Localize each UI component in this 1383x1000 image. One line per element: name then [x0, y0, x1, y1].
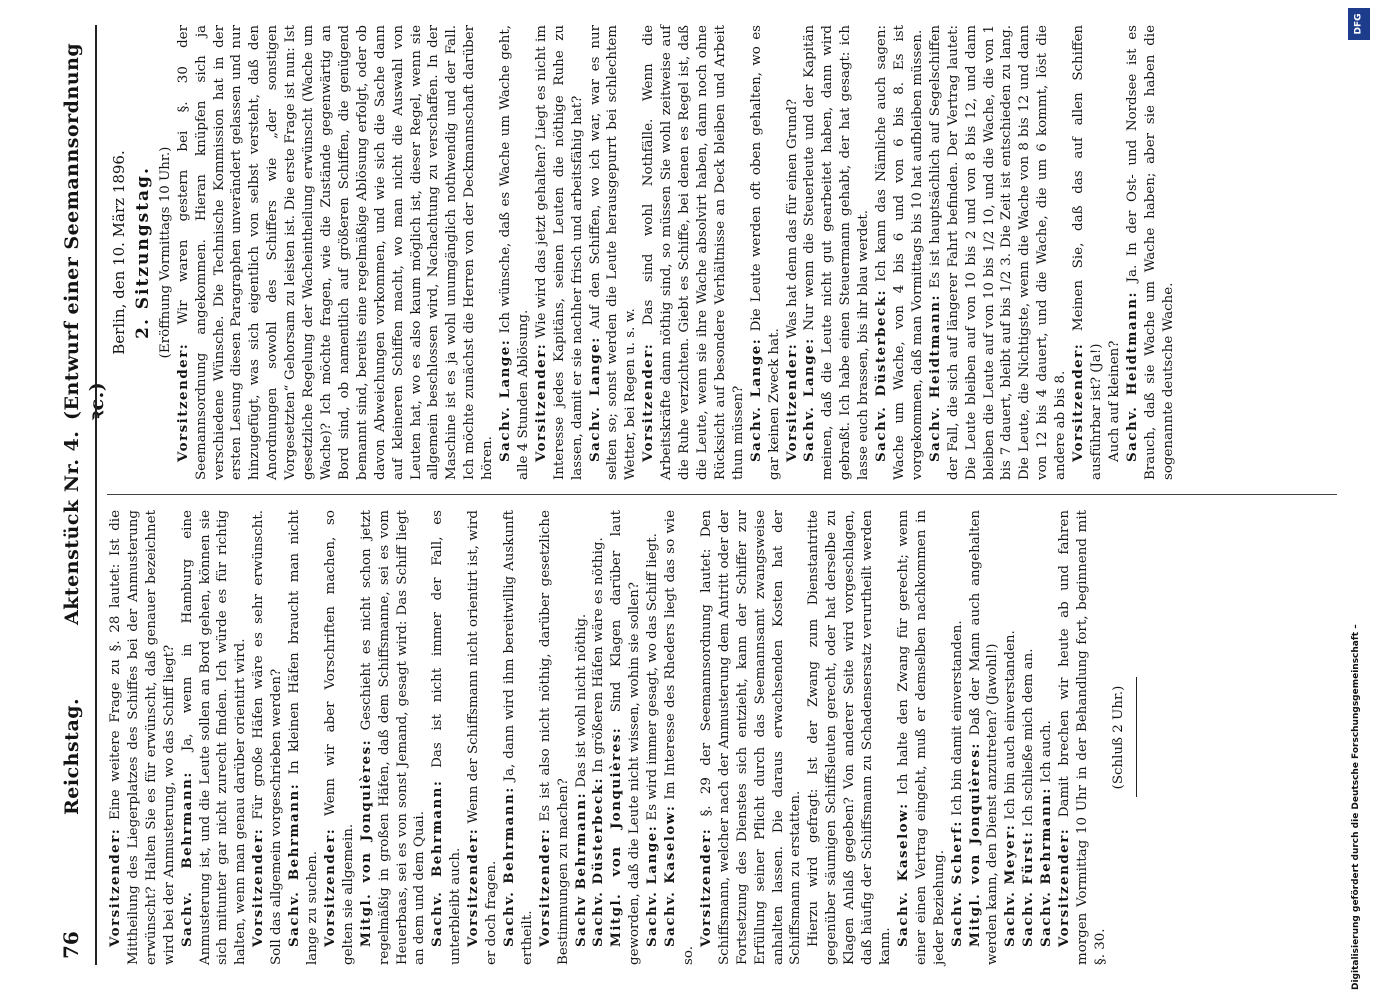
session-opening: (Eröffnung Vormittags 10 Uhr.)	[157, 146, 173, 359]
paragraph-text: In größeren Häfen wäre es nöthig.	[591, 537, 607, 773]
paragraph-text: Ich halte den Zwang für gerecht; wenn einer einen Vertrag eingeht, muß er demselben nachkommen in jeder Beziehung.	[895, 509, 947, 965]
paragraph-text: Auch auf kleinen?	[1106, 340, 1122, 462]
speaker-name: Mitgl. von Jonquières:	[966, 742, 983, 947]
paragraph	[608, 510, 644, 965]
speaker-name: Vorsitzender:	[1070, 342, 1087, 462]
paragraph-text: Es wird immer gesagt, wo das Schiff liegt.	[645, 533, 661, 821]
paragraph	[175, 25, 497, 480]
paragraph	[533, 25, 587, 480]
speaker-name: Vorsitzender:	[321, 827, 338, 947]
page-number: 76	[59, 931, 83, 959]
page-header	[55, 25, 108, 965]
paragraph	[286, 510, 322, 965]
paragraph	[644, 510, 662, 965]
speaker-name: Sachv. Behrmann:	[1038, 787, 1055, 947]
speaker-name: Sachv. Lange:	[644, 824, 661, 947]
paragraph-text: Nur wenn die Steuerleute und der Kapitän meinen, daß die Leute nicht gut gearbeitet haben, dann wird gebraßt. Ich habe einen Steuermann gehabt, der hat gesagt: ich lasse euch brassen, bis ihr blau werdet.	[802, 25, 872, 480]
paragraph-text: Ich kann das Nämliche auch sagen: Wache um Wache, von 4 bis 6 und von 6 bis 8. Es ist vorgekommen, daß man Vormittags bis 10 hat aufbleiben müssen.	[874, 25, 925, 480]
paragraph	[662, 510, 698, 965]
paragraph-text: Ich bin auch einverstanden.	[1003, 630, 1019, 820]
speaker-name: Vorsitzender:	[640, 342, 657, 462]
paragraph	[465, 510, 501, 965]
header-rule	[95, 25, 97, 965]
paragraph	[698, 510, 805, 965]
paragraph-text: §. 29 der Seemannsordnung lautet: Den Schiffsmann, welcher nach der Anmusterung dem Antritt oder der Fortsetzung des Dienstes sich entzieht, kann der Schiffer zur Erfüllung seiner Pflicht durch das Seemannsamt zwangsweise anhalten lassen. Die daraus erwachsenden Kosten hat der Schiffsmann zu erstatten.	[698, 510, 804, 965]
rotated-page	[55, 25, 1345, 965]
header-magazine: Reichstag.	[61, 697, 83, 815]
paragraph	[801, 25, 873, 480]
speaker-name: Sachv. Düsterbeck:	[590, 777, 607, 947]
speaker-name: Sachv. Behrmann:	[178, 771, 195, 947]
paragraph-text: Was hat denn das für einen Grund?	[784, 98, 800, 339]
paragraph-text: Eine weitere Frage zu §. 28 lautet: Ist die Mittheilung des Liegerplatzes des Schiffes bei der Anmusterung erwünscht? Halten Sie es für erwünscht, daß genauer bezeichnet wird bei der Anmusterung, wo das Schiff liegt?	[108, 510, 177, 965]
paragraph	[497, 25, 533, 480]
session-date: Berlin, den 10. März 1896.	[110, 150, 128, 355]
speaker-name: Sachv. Lange:	[747, 337, 764, 462]
paragraph	[927, 25, 1070, 480]
paragraph-text: Wenn der Schiffsmann nicht orientirt ist, wird er doch fragen.	[466, 510, 500, 965]
paragraph-text: Hierzu wird gefragt: Ist der Zwang zum Dienstantritte gegenüber säumigen Schiffsleuten gerecht, oder hat derselbe zu Klagen Anlaß gegeben? Von anderer Seite wird vorgeschlagen, daß häufig der Schiffsmann zu Schadensersatz verurtheilt werden kann.	[806, 510, 893, 965]
paragraph-text: Wie wird das jetzt gehalten? Liegt es nicht im Interesse jedes Kapitäns, seinen Leuten die nöthige Ruhe zu lassen, damit er sie nachher frisch und arbeitsfähig hat?	[533, 25, 585, 480]
paragraph	[949, 510, 967, 965]
paragraph	[967, 510, 1003, 965]
paragraph	[873, 25, 927, 480]
speaker-name: Vorsitzender:	[697, 827, 714, 947]
paragraph-text: Sind Klagen darüber laut geworden, daß die Leute nicht wissen, wohin sie sollen?	[609, 510, 643, 965]
paragraph-text: Ich bin damit einverstanden.	[949, 620, 965, 816]
paragraph-text: Ja, wenn in Hamburg eine Anmusterung ist, und die Leute sollen an Bord gehen, können sie sich mitunter gar nicht zurecht finden. Ich würde es für richtig halten, wenn man genau darüber orientirt wird.	[179, 510, 249, 965]
paragraph	[179, 510, 251, 965]
speaker-name: Vorsitzender:	[1056, 827, 1073, 947]
paragraph-text: Das ist nicht immer der Fall, es unterbleibt auch.	[430, 510, 464, 965]
paragraph	[748, 25, 784, 480]
paragraph-text: Im Interesse des Rheders liegt das so wie so.	[663, 510, 696, 965]
paragraph-text: Für große Häfen wäre es sehr erwünscht. Soll das allgemein vorgeschrieben werden?	[251, 510, 285, 965]
paragraph-text: Die Leute werden oft oben gehalten, wo es gar keinen Zweck hat.	[748, 25, 782, 480]
speaker-name: Sachv. Düsterbeck:	[873, 289, 890, 462]
speaker-name: Sachv. Lange:	[801, 337, 818, 462]
paragraph	[590, 510, 608, 965]
speaker-name: Sachv. Behrmann:	[429, 779, 446, 947]
paragraph	[784, 25, 802, 480]
end-rule	[1136, 678, 1137, 798]
paragraph	[895, 510, 949, 965]
speaker-name: Sachv. Kaselow:	[662, 804, 679, 947]
speaker-name: Sachv. Scherf:	[948, 820, 965, 947]
speaker-name: Mitgl. von Jonquières:	[608, 726, 625, 947]
column-divider	[107, 494, 1337, 495]
paragraph	[107, 510, 179, 965]
paragraph-text: Ja, dann wird ihm bereitwillig Auskunft ertheilt.	[501, 510, 535, 965]
paragraph-text: Wir waren gestern bei §. 30 der Seemannsordnung angekommen. Hieran knüpfen sich ja verschiedene Wünsche. Die Technische Kommission hat in der ersten Lesung diesen Paragraphen unverändert gelassen und nur hinzugefügt, was sich eigentlich von selbst versteht, daß den Anordnungen sowohl des Schiffers wie „der sonstigen Vorgesetzten“ Gehorsam zu leisten ist. Die erste Frage ist nun: Ist gesetzliche Regelung der Wacheintheilung erwünscht (Wache um Wache)? Ich möchte fragen, wie die Zustände gegenwärtig an Bord sind, ob namentlich auf größeren Schiffen, die genügend bemannt sind, bereits eine regelmäßige Ablösung erfolgt, oder ob davon Abweichungen vorkommen, und wie sich die Sache dann auf kleineren Schiffen macht, wo man nicht die Auswahl von Leuten hat, wo es also kaum möglich ist, dieser Regel, wenn sie allgemein beschlossen wird, Nachachtung zu verschaffen. In der Maschine ist es ja wohl unumgänglich nothwendig und der Fall. Ich möchte zunächst die Herren von der Deckmannschaft darüber hören.	[175, 25, 496, 480]
speaker-name: Sachv. Behrmann:	[500, 786, 517, 947]
speaker-name: Vorsitzender:	[250, 827, 267, 947]
paragraph-text: Das ist wohl nicht nöthig.	[573, 613, 589, 788]
paragraph-text: Auf den Schiffen, wo ich war, war es nur selten so; sonst werden die Leute herausgepurrt bei schlechtem Wetter, bei Regen u. s. w.	[587, 25, 639, 480]
speaker-name: Sachv Behrmann:	[572, 791, 589, 947]
paragraph	[640, 25, 747, 480]
header-subject: (Entwurf einer Seemannsordnung ꝛc.)	[61, 42, 108, 420]
paragraph-text: Meinen Sie, daß das auf allen Schiffen ausführbar ist? (Ja!)	[1071, 24, 1104, 480]
speaker-name: Vorsitzender:	[465, 827, 482, 947]
speaker-name: Sachv. Lange:	[586, 336, 603, 462]
speaker-name: Vorsitzender:	[107, 827, 123, 947]
speaker-name: Vorsitzender:	[536, 827, 553, 947]
right-column	[107, 25, 1177, 480]
paragraph	[1002, 510, 1020, 965]
speaker-name: Vorsitzender:	[532, 342, 549, 462]
paragraph	[250, 510, 286, 965]
paragraph	[501, 510, 537, 965]
header-aktenstueck: Aktenstück Nr. 4.	[61, 430, 83, 625]
speaker-name: Sachv. Heidtmann:	[1123, 291, 1140, 462]
speaker-name: Sachv. Fürst:	[1020, 830, 1037, 947]
paragraph	[429, 510, 465, 965]
digitization-note: Digitalisierung gefördert durch die Deutsche Forschungsgemeinschaft –	[1351, 624, 1361, 990]
speaker-name: Sachv. Heidtmann:	[926, 294, 943, 462]
paragraph	[573, 510, 591, 965]
paragraph	[1056, 510, 1110, 965]
paragraph	[1124, 25, 1178, 480]
paragraph-text: Damit brechen wir heute ab und fahren morgen Vormittag 10 Uhr in der Behandlung fort, beginnend mit §. 30.	[1057, 509, 1108, 965]
paragraph	[1020, 510, 1038, 965]
paragraph-text: Daß der Mann auch angehalten werden kann, den Dienst anzutreten? (Jawohl!)	[967, 510, 1001, 965]
paragraph	[1038, 510, 1056, 965]
paragraph	[322, 510, 358, 965]
paragraph-text: Wenn wir aber Vorschriften machen, so gelten sie allgemein.	[322, 510, 356, 965]
paragraph-text: In kleinen Häfen braucht man nicht lange zu suchen.	[287, 510, 320, 965]
paragraph	[1106, 25, 1124, 480]
session-closing: (Schluß 2 Uhr.)	[1110, 685, 1126, 790]
speaker-name: Vorsitzender:	[783, 342, 800, 462]
speaker-name: Sachv. Behrmann:	[286, 782, 303, 947]
speaker-name: Vorsitzender:	[174, 342, 191, 462]
paragraph-text: Das sind wohl Nothfälle. Wenn die Arbeitskräfte dann nöthig sind, so müssen Sie wohl zeitweise auf die Ruhe verzichten. Giebt es Schiffe, bei denen es Regel ist, daß die Leute, wenn sie ihre Wache absolvirt haben, dann noch ohne Rücksicht auf besondere Verhältnisse an Deck bleiben und Arbeit thun müssen?	[641, 25, 746, 480]
left-column	[107, 510, 1137, 965]
session-title: 2. Sitzungstag.	[132, 166, 153, 339]
paragraph-text: Ich auch.	[1039, 720, 1055, 783]
paragraph-text: Ich wünsche, daß es Wache um Wache geht, alle 4 Stunden Ablösung.	[498, 25, 531, 480]
speaker-name: Sachv. Kaselow:	[894, 802, 911, 947]
paragraph-text: Ich schließe mich dem an.	[1021, 648, 1037, 827]
paragraph-text: Ja. In der Ost- und Nordsee ist es Brauch, daß sie Wache um Wache haben; aber sie haben die sogenannte deutsche Wache.	[1124, 25, 1176, 480]
speaker-name: Sachv. Lange:	[497, 338, 514, 462]
paragraph-text: Es ist also nicht nöthig, darüber gesetzliche Bestimmungen zu machen?	[537, 510, 571, 965]
paragraph	[358, 510, 430, 965]
paragraph-text: Geschieht es nicht schon jetzt regelmäßig in großen Häfen, daß dem Schiffsmanne, sei es vom Heuerbaas, sei es von sonst Jemand, gesagt wird: Das Schiff liegt an dem und dem Quai.	[358, 509, 428, 965]
paragraph	[1070, 25, 1106, 480]
speaker-name: Sachv. Meyer:	[1002, 823, 1019, 947]
dfg-logo: DFG	[1348, 8, 1370, 40]
paragraph-text: Es ist hauptsächlich auf Segelschiffen der Fall, die sich auf längerer Fahrt befinden. Der Vertrag lautet: Die Leute bleiben auf von 10 bis 2 und von 8 bis 12, und dann bleiben die Leute auf von 10 bis 1/2 10, und die Wache, die von 1 bis 7 dauert, bleibt auf bis 1/2 3. Die Zeit ist entschieden zu lang. Die Leute, die Nichtigste, wenn die Wache von 8 bis 12 und dann von 12 bis 4 dauert, und die Wache, die um 6 kommt, löst die andere ab bis 8.	[927, 24, 1069, 480]
paragraph	[537, 510, 573, 965]
right-paragraphs	[175, 25, 1178, 480]
speaker-name: Mitgl. von Jonquières:	[357, 738, 374, 947]
paragraph	[805, 510, 895, 965]
paragraph	[587, 25, 641, 480]
